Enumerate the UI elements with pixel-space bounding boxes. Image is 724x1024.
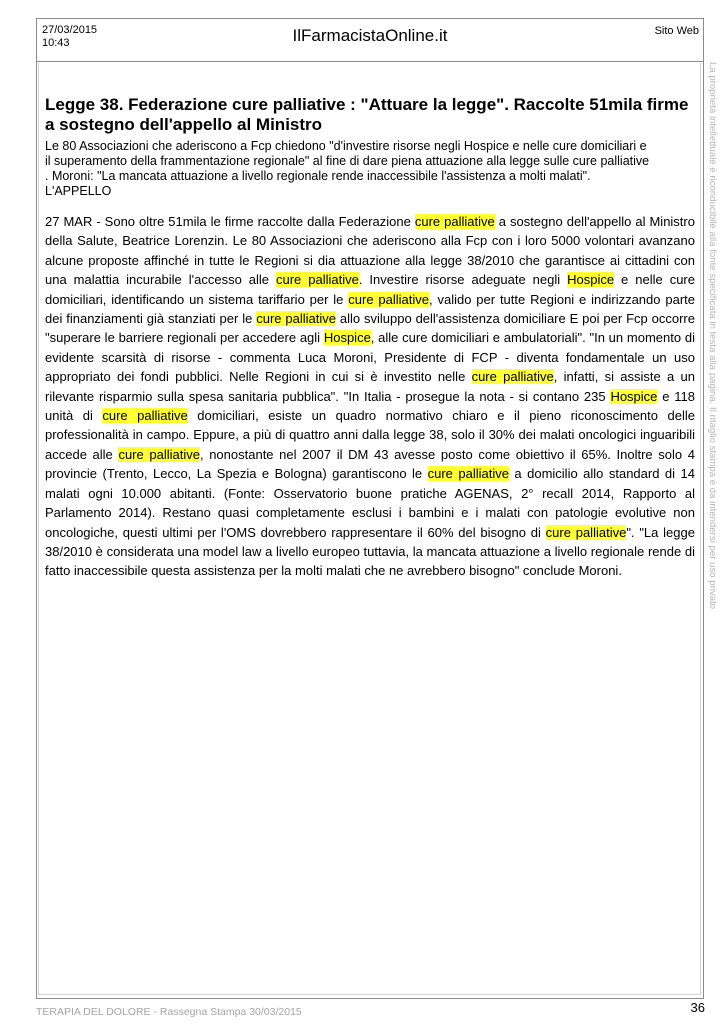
- source-site-name: IlFarmacistaOnline.it: [292, 26, 448, 45]
- subtitle-line: Le 80 Associazioni che aderiscono a Fcp chiedono "d'investire risorse negli Hospice e nelle cure domiciliari e: [45, 139, 647, 153]
- highlighted-term: cure palliative: [276, 272, 359, 288]
- clipping-header: [36, 18, 704, 62]
- highlighted-term: cure palliative: [545, 524, 627, 540]
- highlighted-term: Hospice: [567, 272, 615, 288]
- highlighted-term: Hospice: [323, 330, 371, 346]
- highlighted-term: Hospice: [610, 388, 658, 404]
- highlighted-term: cure palliative: [348, 291, 430, 307]
- article-subtitle: [45, 139, 695, 199]
- footer-source-label: TERAPIA DEL DOLORE - Rassegna Stampa 30/03/2015: [36, 1006, 302, 1018]
- subtitle-line: il superamento della frammentazione regionale" al fine di dare piena attuazione alla legge sulle cure palliative: [45, 154, 650, 168]
- highlighted-term: cure palliative: [102, 408, 188, 424]
- copyright-side-note: [704, 62, 724, 702]
- article: [45, 95, 695, 581]
- article-title: Legge 38. Federazione cure palliative : "Attuare la legge". Raccolte 51mila firme a sostegno dell'appello al Ministro: [45, 95, 689, 134]
- source-type: Sito Web: [654, 25, 699, 37]
- subtitle-line: L'APPELLO: [45, 184, 112, 198]
- highlighted-term: cure palliative: [471, 369, 554, 385]
- highlighted-term: cure palliative: [256, 311, 336, 327]
- highlighted-term: cure palliative: [414, 214, 495, 229]
- time-text: 10:43: [42, 37, 70, 49]
- date-text: 27/03/2015: [42, 24, 98, 36]
- highlighted-term: cure palliative: [427, 466, 509, 482]
- article-body: 27 MAR - Sono oltre 51mila le firme raccolte dalla Federazione cure palliative a sostegno dell'appello al Ministro della Salute, Beatrice Lorenzin. Le 80 Associazioni che aderiscono alla Fcp con i loro 5000 volontari avanzano alcune proposte affinché in tutte le Regioni si dia attuazione alla legge 38/2010 che garantisce ai cittadini con una malattia incurabile l'accesso alle cure palliative. Investire risorse adeguate negli Hospice e nelle cure domiciliari, identificando un sistema tariffario per le cure palliative, valido per tutte Regioni e indirizzando parte dei finanziamenti già stanziati per le cure palliative allo sviluppo dell'assistenza domiciliare E poi per Fcp occorre "superare le barriere regionali per accedere agli Hospice, alle cure domiciliari e ambulatoriali". "In un momento di evidente scarsità di risorse - commenta Luca Moroni, Presidente di FCP - diventa fondamentale un uso appropriato dei fondi pubblici. Nelle Regioni in cui si è investito nelle cure palliative, infatti, si assiste a un rilevante risparmio sulla spesa sanitaria pubblica". "In Italia - prosegue la nota - si contano 235 Hospice e 118 unità di cure palliative domiciliari, esiste un quadro normativo chiaro e il pieno riconoscimento delle professionalità in campo. Eppure, a più di quattro anni dalla legge 38, solo il 30% dei malati oncologici inguaribili accede alle cure palliative, nonostante nel 2007 il DM 43 avesse posto come obiettivo il 65%. Inoltre solo 4 provincie (Trento, Lecco, La Spezia e Bologna) garantiscono le cure palliative a domicilio allo standard di 14 malati ogni 10.000 abitanti. (Fonte: Osservatorio buone pratiche AGENAS, 2° recall 2014, Rapporto al Parlamento 2014). Restano quasi completamente esclusi i bambini e i malati con patologie evolutive non oncologiche, questi ultimi per l'OMS dovrebbero rappresentare il 60% del bisogno di cure palliative". "La legge 38/2010 è considerata una model law a livello europeo tuttavia, la mancata attuazione a livello regionale rende di fatto inaccessibile questa assistenza per la molti malati che ne avrebbero bisogno" conclude Moroni.: [45, 214, 695, 579]
- page-number: 36: [690, 1000, 705, 1015]
- highlighted-term: cure palliative: [118, 446, 200, 462]
- copyright-text: La proprietà intellettuale è riconducibile alla fonte specificata in testa alla pagina. Il ritaglio stampa è da intendersi per uso privato: [707, 62, 718, 610]
- subtitle-line: . Moroni: "La mancata attuazione a livello regionale rende inaccessibile l'assistenza a molti malati".: [45, 169, 591, 183]
